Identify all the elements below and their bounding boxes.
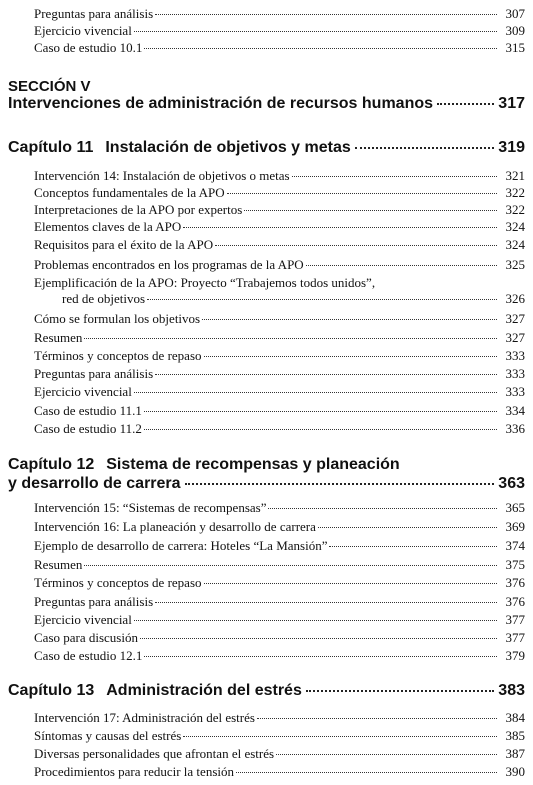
dot-leader bbox=[292, 176, 497, 177]
toc-entry-page: 315 bbox=[505, 40, 525, 55]
toc-entry-page: 333 bbox=[505, 384, 525, 399]
toc-entry-page: 390 bbox=[505, 764, 525, 779]
dot-leader bbox=[134, 31, 497, 32]
toc-entry-page: 326 bbox=[505, 291, 525, 306]
dot-leader bbox=[84, 338, 497, 339]
toc-entry-title: Preguntas para análisis bbox=[34, 594, 154, 609]
toc-entry-page: 333 bbox=[505, 348, 525, 363]
toc-entry-title: Resumen bbox=[34, 330, 83, 345]
toc-entry-multiline bbox=[34, 275, 525, 307]
dot-leader bbox=[183, 736, 497, 737]
dot-leader bbox=[144, 429, 497, 430]
toc-entry-title: Diversas personalidades que afrontan el estrés bbox=[34, 746, 275, 761]
toc-entry-title: Términos y conceptos de repaso bbox=[34, 575, 202, 590]
dot-leader bbox=[355, 147, 495, 149]
toc-entry bbox=[34, 366, 525, 381]
toc-entry bbox=[34, 330, 525, 345]
chapter-page: 383 bbox=[498, 682, 525, 699]
toc-entry bbox=[34, 538, 525, 553]
toc-entry bbox=[34, 40, 525, 55]
toc-entry-title: Caso de estudio 10.1 bbox=[34, 40, 143, 55]
toc-entry-title: Ejercicio vivencial bbox=[34, 384, 132, 399]
toc-entry-title: Caso de estudio 11.2 bbox=[34, 421, 142, 436]
toc-entry-page: 385 bbox=[505, 728, 525, 743]
toc-entry-page: 309 bbox=[505, 23, 525, 38]
toc-entry bbox=[34, 348, 525, 363]
chapter-title: Instalación de objetivos y metas bbox=[105, 139, 351, 156]
section-page: 317 bbox=[498, 95, 525, 112]
toc-entry-title: Problemas encontrados en los programas de la APO bbox=[34, 257, 304, 272]
toc-entry-page: 374 bbox=[505, 538, 525, 553]
toc-entry-title: Caso para discusión bbox=[34, 630, 138, 645]
dot-leader bbox=[183, 227, 497, 228]
toc-entry bbox=[34, 500, 525, 515]
toc-entry bbox=[34, 648, 525, 663]
toc-entry bbox=[34, 168, 525, 183]
toc-entry-title-line1: Ejemplificación de la APO: Proyecto “Trabajemos todos unidos”, bbox=[34, 275, 376, 290]
toc-entry bbox=[34, 421, 525, 436]
chapter-title-line1: Sistema de recompensas y planeación bbox=[106, 456, 400, 473]
toc-entry-page: 375 bbox=[505, 557, 525, 572]
dot-leader bbox=[140, 638, 497, 639]
toc-entry-title: Intervención 15: “Sistemas de recompensas” bbox=[34, 500, 267, 515]
chapter-number: Capítulo 12 bbox=[8, 456, 95, 473]
toc-entry-page: 377 bbox=[505, 630, 525, 645]
chapter-title: Administración del estrés bbox=[106, 682, 302, 699]
chapter-page: 319 bbox=[498, 139, 525, 156]
toc-entry bbox=[34, 594, 525, 609]
toc-entry-page: 387 bbox=[505, 746, 525, 761]
toc-entry-page: 379 bbox=[505, 648, 525, 663]
toc-entry-page: 307 bbox=[505, 6, 525, 21]
dot-leader bbox=[204, 356, 497, 357]
toc-entry-title: Elementos claves de la APO bbox=[34, 219, 182, 234]
toc-entry bbox=[34, 728, 525, 743]
dot-leader bbox=[227, 193, 497, 194]
dot-leader bbox=[268, 508, 497, 509]
chapter-page: 363 bbox=[498, 475, 525, 492]
dot-leader bbox=[155, 14, 497, 15]
toc-entry-title: Resumen bbox=[34, 557, 83, 572]
toc-entry bbox=[34, 630, 525, 645]
toc-entry-title: Ejercicio vivencial bbox=[34, 23, 132, 38]
section-heading bbox=[8, 94, 525, 113]
toc-entry bbox=[34, 219, 525, 234]
toc-entry-page: 327 bbox=[505, 330, 525, 345]
toc-entry-page: 322 bbox=[505, 185, 525, 200]
toc-entry-page: 376 bbox=[505, 594, 525, 609]
toc-entry bbox=[34, 764, 525, 779]
toc-entry-title: Interpretaciones de la APO por expertos bbox=[34, 202, 243, 217]
toc-entry-title: Preguntas para análisis bbox=[34, 6, 154, 21]
dot-leader bbox=[147, 299, 497, 300]
toc-entry-title: Preguntas para análisis bbox=[34, 366, 154, 381]
toc-entry-page: 377 bbox=[505, 612, 525, 627]
section-label: SECCIÓN V bbox=[8, 78, 91, 95]
dot-leader bbox=[306, 690, 494, 692]
section-title: Intervenciones de administración de recursos humanos bbox=[8, 95, 434, 112]
toc-entry bbox=[34, 202, 525, 217]
toc-entry-page: 322 bbox=[505, 202, 525, 217]
toc-entry-title-line2: red de objetivos bbox=[62, 291, 146, 306]
toc-entry-title: Conceptos fundamentales de la APO bbox=[34, 185, 225, 200]
toc-entry-title: Cómo se formulan los objetivos bbox=[34, 311, 201, 326]
toc-entry-page: 334 bbox=[505, 403, 525, 418]
dot-leader bbox=[215, 245, 497, 246]
dot-leader bbox=[306, 265, 497, 266]
dot-leader bbox=[144, 656, 497, 657]
toc-entry bbox=[34, 710, 525, 725]
toc-entry-title: Intervención 17: Administración del estrés bbox=[34, 710, 255, 725]
dot-leader bbox=[134, 392, 497, 393]
toc-entry-title: Intervención 16: La planeación y desarrollo de carrera bbox=[34, 519, 316, 534]
chapter-number: Capítulo 13 bbox=[8, 682, 95, 699]
dot-leader bbox=[202, 319, 497, 320]
chapter-heading bbox=[8, 681, 525, 700]
dot-leader bbox=[144, 48, 497, 49]
chapter-heading bbox=[8, 455, 525, 493]
toc-entry bbox=[34, 575, 525, 590]
dot-leader bbox=[185, 483, 495, 485]
toc-entry-title: Requisitos para el éxito de la APO bbox=[34, 237, 214, 252]
toc-entry bbox=[34, 403, 525, 418]
dot-leader bbox=[144, 411, 497, 412]
toc-entry-title: Intervención 14: Instalación de objetivos o metas bbox=[34, 168, 290, 183]
toc-entry bbox=[34, 257, 525, 272]
chapter-heading bbox=[8, 138, 525, 157]
toc-entry-page: 321 bbox=[505, 168, 525, 183]
toc-entry-title: Ejemplo de desarrollo de carrera: Hoteles “La Mansión” bbox=[34, 538, 328, 553]
toc-entry bbox=[34, 6, 525, 21]
toc-entry-page: 325 bbox=[505, 257, 525, 272]
dot-leader bbox=[134, 620, 497, 621]
toc-entry-page: 333 bbox=[505, 366, 525, 381]
dot-leader bbox=[437, 103, 494, 105]
toc-entry-page: 376 bbox=[505, 575, 525, 590]
dot-leader bbox=[329, 546, 497, 547]
toc-entry-title: Ejercicio vivencial bbox=[34, 612, 132, 627]
toc-entry bbox=[34, 311, 525, 326]
dot-leader bbox=[257, 718, 497, 719]
dot-leader bbox=[244, 210, 497, 211]
dot-leader bbox=[155, 602, 497, 603]
toc-entry-page: 369 bbox=[505, 519, 525, 534]
toc-entry bbox=[34, 384, 525, 399]
dot-leader bbox=[84, 565, 497, 566]
toc-entry-page: 327 bbox=[505, 311, 525, 326]
toc-entry-page: 324 bbox=[505, 219, 525, 234]
chapter-title-line2: y desarrollo de carrera bbox=[8, 475, 181, 492]
toc-entry-page: 365 bbox=[505, 500, 525, 515]
dot-leader bbox=[204, 583, 497, 584]
toc-entry-title: Términos y conceptos de repaso bbox=[34, 348, 202, 363]
toc-entry-page: 324 bbox=[505, 237, 525, 252]
toc-entry-title: Síntomas y causas del estrés bbox=[34, 728, 182, 743]
toc-entry-title: Procedimientos para reducir la tensión bbox=[34, 764, 234, 779]
toc-entry bbox=[34, 185, 525, 200]
chapter-number: Capítulo 11 bbox=[8, 139, 94, 156]
toc-entry bbox=[34, 519, 525, 534]
toc-entry bbox=[34, 612, 525, 627]
toc-entry-page: 336 bbox=[505, 421, 525, 436]
dot-leader bbox=[276, 754, 497, 755]
dot-leader bbox=[318, 527, 497, 528]
toc-entry bbox=[34, 23, 525, 38]
dot-leader bbox=[155, 374, 497, 375]
dot-leader bbox=[236, 772, 497, 773]
toc-entry-title: Caso de estudio 12.1 bbox=[34, 648, 143, 663]
toc-entry bbox=[34, 237, 525, 252]
toc-entry-title: Caso de estudio 11.1 bbox=[34, 403, 142, 418]
toc-entry-page: 384 bbox=[505, 710, 525, 725]
toc-entry bbox=[34, 746, 525, 761]
toc-entry bbox=[34, 557, 525, 572]
